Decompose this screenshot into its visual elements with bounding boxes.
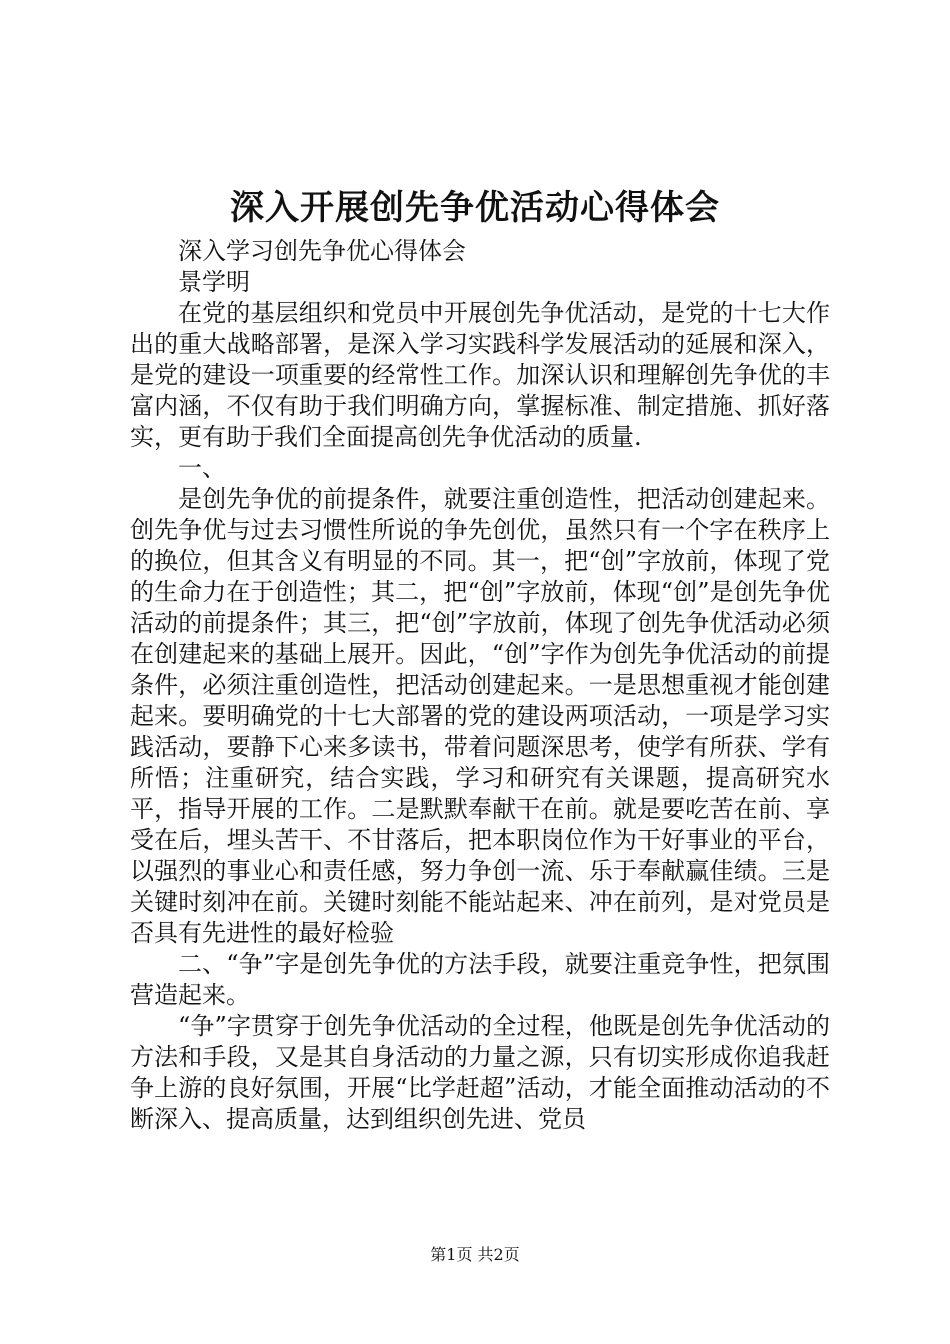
section-heading: 一、 [178, 454, 226, 482]
section-heading: 二、“争”字是创先争优的方法手段，就要注重竞争性，把氛围营造起来。 [130, 950, 830, 1009]
body-paragraph: 在党的基层组织和党员中开展创先争优活动，是党的十七大作出的重大战略部署，是深入学习实践科学发展活动的延展和深入，是党的建设一项重要的经常性工作。加深认识和理解创先争优的丰富内涵，不仅有助于我们明确方向，掌握标准、制定措施、抓好落实，更有助于我们全面提高创先争优活动的质量. [130, 299, 830, 451]
subtitle-paragraph: 深入学习创先争优心得体会 [178, 237, 466, 265]
document-title: 深入开展创先争优活动心得体会 [230, 188, 720, 228]
document-body [130, 236, 830, 1135]
body-paragraph: “争”字贯穿于创先争优活动的全过程，他既是创先争优活动的方法和手段，又是其自身活动的力量之源，只有切实形成你追我赶争上游的良好氛围，开展“比学赶超”活动，才能全面推动活动的不断深入、提高质量，达到组织创先进、党员 [130, 1012, 830, 1133]
body-paragraph: 是创先争优的前提条件，就要注重创造性，把活动创建起来。创先争优与过去习惯性所说的争先创优，虽然只有一个字在秩序上的换位，但其含义有明显的不同。其一，把“创”字放前，体现了党的生命力在于创造性；其二，把“创”字放前，体现“创”是创先争优活动的前提条件；其三，把“创”字放前，体现了创先争优活动必须在创建起来的基础上展开。因此，“创”字作为创先争优活动的前提条件，必须注重创造性，把活动创建起来。一是思想重视才能创建起来。要明确党的十七大部署的党的建设两项活动，一项是学习实践活动，要静下心来多读书，带着问题深思考，使学有所获、学有所悟；注重研究，结合实践，学习和研究有关课题，提高研究水平，指导开展的工作。二是默默奉献干在前。就是要吃苦在前、享受在后，埋头苦干、不甘落后，把本职岗位作为干好事业的平台，以强烈的事业心和责任感，努力争创一流、乐于奉献赢佳绩。三是关键时刻冲在前。关键时刻能不能站起来、冲在前列，是对党员是否具有先进性的最好检验 [130, 485, 830, 947]
page-footer: 第1页 共2页 [430, 1245, 520, 1264]
author-paragraph: 景学明 [178, 268, 250, 296]
